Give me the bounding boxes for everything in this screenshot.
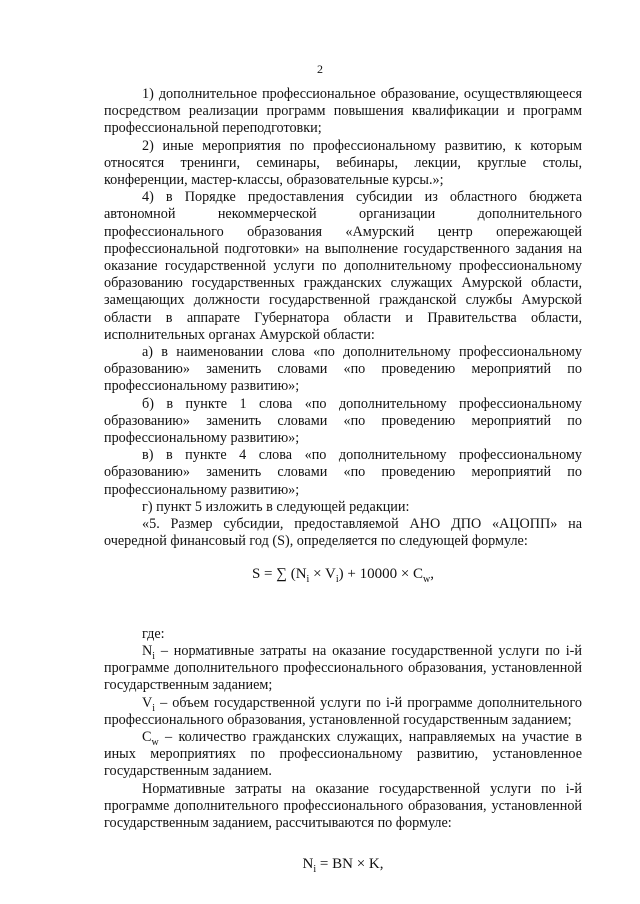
formula-part: × V bbox=[309, 566, 336, 583]
paragraph-subitem-g: г) пункт 5 изложить в следующей редакции: bbox=[142, 498, 410, 515]
symbol-subscript: w bbox=[151, 736, 159, 748]
paragraph-subitem-v: в) в пункте 4 слова «по дополнительному профессиональному образованию» заменить словами «по проведению мероприятий по профессиональному развитию»; bbox=[104, 447, 582, 498]
paragraph-point-5: «5. Размер субсидии, предоставляемой АНО ДПО «АЦОПП» на очередной финансовый год (S), определяется по следующей формуле: bbox=[104, 516, 582, 550]
symbol-subscript: i bbox=[152, 650, 156, 662]
definition-text: – количество гражданских служащих, направляемых на участие в иных мероприятиях по профессиональному развитию, установленное государственным заданием. bbox=[104, 728, 582, 780]
formula-subscript: w bbox=[423, 574, 431, 586]
definition-n bbox=[104, 643, 582, 695]
paragraph-item-1: 1) дополнительное профессиональное образование, осуществляющееся посредством реализации программ повышения квалификации и программ профессиональной переподготовки; bbox=[104, 86, 582, 137]
symbol: V bbox=[142, 694, 153, 711]
paragraph-item-4: 4) в Порядке предоставления субсидии из областного бюджета автономной некоммерческой организации дополнительного профессионального образования «Амурский центр опережающей профессиональной подготовки» на выполнение государственного задания на оказание государственной услуги по дополнительному профессиональному образованию государственных гражданских служащих Амурской области, замещающих должности государственной гражданской службы Амурской области в аппарате Губернатора области и Правительства области, исполнительных органах Амурской области: bbox=[104, 189, 582, 343]
definition-v bbox=[104, 695, 582, 729]
formula-part: N bbox=[302, 856, 314, 873]
definition-text: – нормативные затраты на оказание государственной услуги по i-й программе дополнительного профессионального образования, установленной государственным заданием; bbox=[104, 642, 582, 694]
symbol: N bbox=[142, 642, 153, 659]
document-body bbox=[104, 86, 582, 876]
page-number: 2 bbox=[317, 62, 323, 76]
paragraph-subitem-a: а) в наименовании слова «по дополнительному профессиональному образованию» заменить словами «по проведению мероприятий по профессиональному развитию»; bbox=[104, 344, 582, 395]
formula-part: , bbox=[430, 566, 435, 583]
symbol-subscript: i bbox=[152, 702, 156, 714]
formula-part: S = ∑ (N bbox=[251, 566, 307, 583]
where-label: где: bbox=[142, 625, 165, 642]
definition-c bbox=[104, 729, 582, 781]
formula-part: = BN × K, bbox=[316, 856, 384, 873]
normative-cost-formula bbox=[104, 856, 582, 876]
formula-part: ) + 10000 × C bbox=[338, 566, 424, 583]
formula-subscript: i bbox=[306, 574, 310, 586]
formula-subscript: i bbox=[313, 864, 317, 876]
subsidy-formula bbox=[104, 566, 582, 586]
paragraph-subitem-b: б) в пункте 1 слова «по дополнительному профессиональному образованию» заменить словами «по проведению мероприятий по профессиональному развитию»; bbox=[104, 395, 582, 447]
paragraph-normative-costs: Нормативные затраты на оказание государственной услуги по i-й программе дополнительного профессионального образования, установленной государственным заданием, рассчитываются по формуле: bbox=[104, 780, 582, 831]
definition-text: – объем государственной услуги по i-й программе дополнительного профессионального образования, установленной государственным заданием; bbox=[104, 694, 582, 728]
paragraph-item-2: 2) иные мероприятия по профессиональному развитию, к которым относятся тренинги, семинары, вебинары, лекции, круглые столы, конференции, мастер-классы, образовательные курсы.»; bbox=[104, 137, 582, 189]
formula-subscript: i bbox=[335, 574, 339, 586]
symbol: C bbox=[142, 728, 152, 745]
